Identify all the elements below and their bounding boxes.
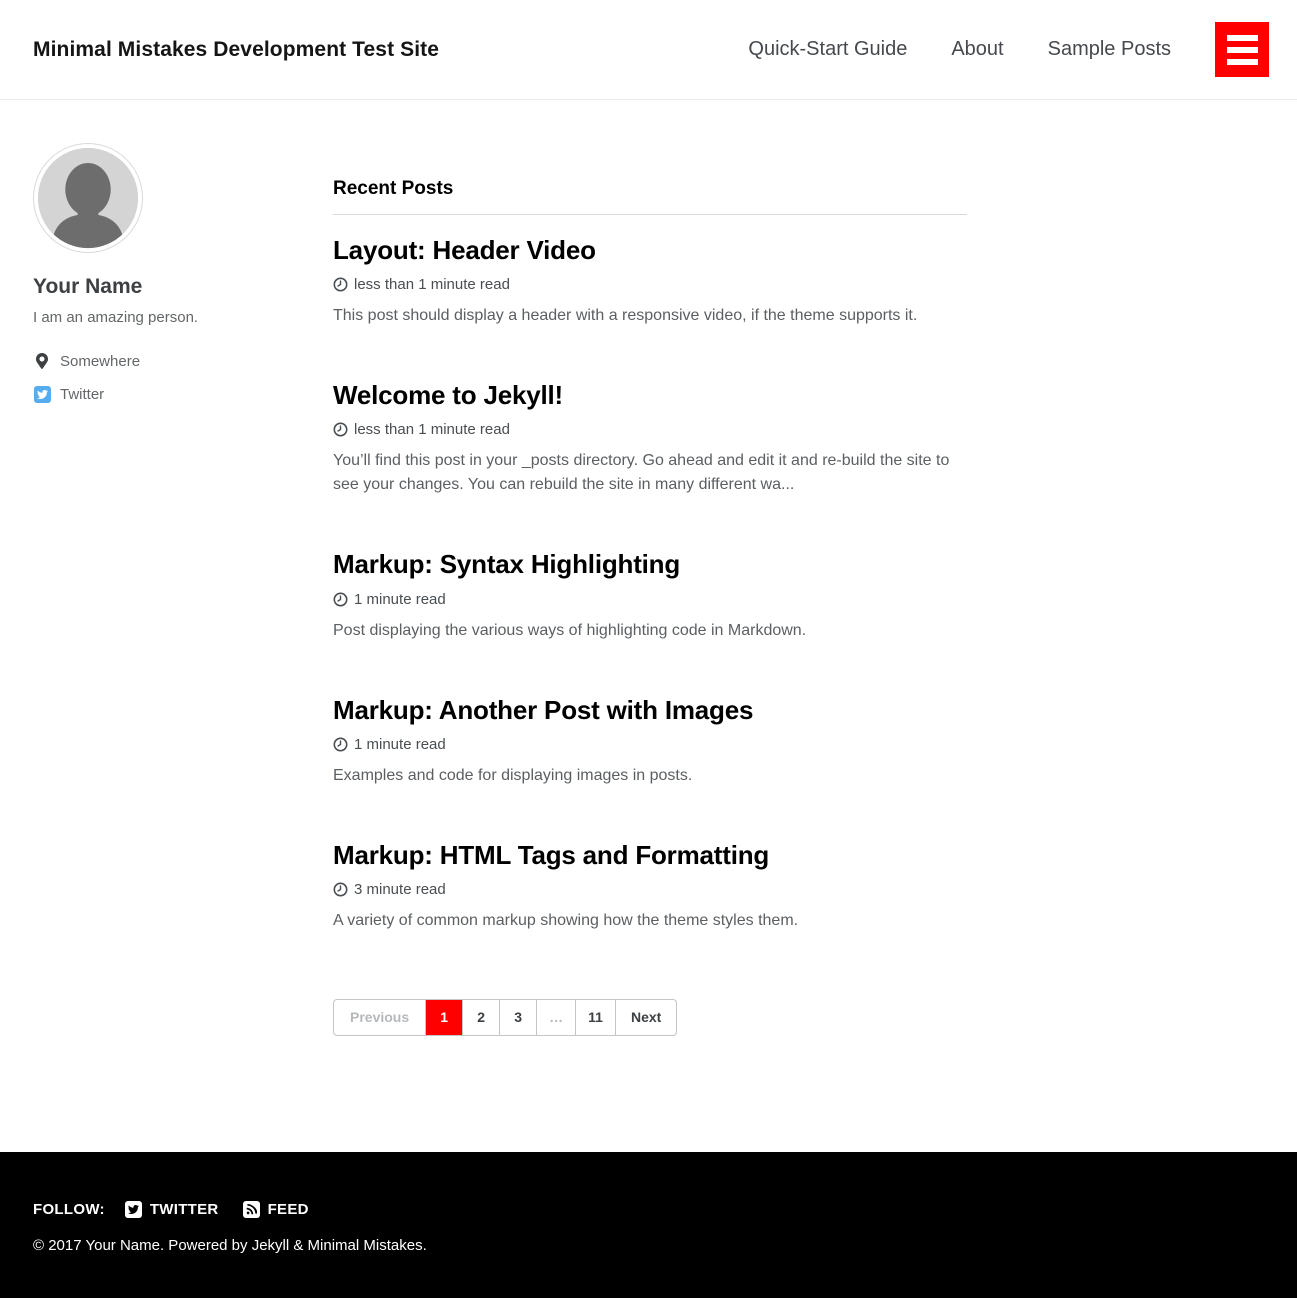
post-item [333,549,967,642]
person-silhouette-icon [36,146,140,250]
author-bio: I am an amazing person. [33,309,199,326]
post-excerpt: Examples and code for displaying images in posts. [333,766,693,784]
site-title[interactable]: Minimal Mistakes Development Test Site [33,37,440,61]
location-pin-icon [33,352,51,370]
twitter-icon [33,385,51,403]
hamburger-icon [1227,47,1258,53]
nav-about[interactable]: About [951,38,1004,60]
post-title-link[interactable]: Welcome to Jekyll! [333,380,564,411]
clock-icon [333,737,348,752]
rss-square-icon [243,1201,260,1218]
nav-quick-start-guide[interactable]: Quick-Start Guide [748,38,908,60]
post-title-link[interactable]: Layout: Header Video [333,235,596,265]
read-time-label: 3 minute read [354,880,446,898]
follow-label: FOLLOW: [33,1201,105,1218]
author-twitter-label: Twitter [60,385,105,403]
post-item [333,695,967,788]
post-title-link[interactable]: Markup: Another Post with Images [333,694,754,725]
hamburger-menu-button[interactable] [1215,22,1269,77]
pagination [333,999,677,1036]
author-location-label: Somewhere [60,352,141,370]
post-read-time [333,736,967,753]
clock-icon [333,882,348,897]
read-time-label: 1 minute read [354,590,446,608]
post-item [333,840,967,933]
clock-icon [333,592,348,607]
post-item [333,380,967,497]
primary-nav [748,38,1215,61]
post-read-time [333,421,967,438]
footer-twitter-label: TWITTER [149,1201,219,1218]
post-title-link[interactable]: Markup: HTML Tags and Formatting [333,839,770,870]
recent-posts-heading: Recent Posts [333,178,967,215]
post-excerpt: Post displaying the various ways of highlighting code in Markdown. [333,621,807,639]
post-title-link[interactable]: Markup: Syntax Highlighting [333,549,681,580]
pagination-page-11[interactable]: 11 [575,1000,615,1035]
post-excerpt: A variety of common markup showing how the theme styles them. [333,911,799,929]
copyright [33,1237,1264,1254]
post-read-time [333,881,967,898]
footer-feed-link[interactable] [243,1201,309,1218]
hamburger-icon [1227,35,1258,41]
post-excerpt: You’ll find this post in your _posts directory. Go ahead and edit it and re-build the site to see your changes. You can rebuild the site in many different wa... [333,452,950,494]
pagination-ellipsis: … [536,1000,575,1035]
post-item [333,235,967,328]
author-sidebar [33,143,333,418]
pagination-page-1-current[interactable]: 1 [425,1000,462,1035]
read-time-label: less than 1 minute read [354,276,510,294]
footer [0,1152,1297,1298]
pagination-next[interactable]: Next [615,1000,676,1035]
clock-icon [333,422,348,437]
read-time-label: 1 minute read [354,735,446,753]
follow-row [33,1201,1264,1218]
author-twitter-link[interactable] [33,385,333,403]
copyright-separator: & [289,1237,308,1254]
read-time-label: less than 1 minute read [354,421,510,439]
pagination-previous: Previous [350,1009,410,1026]
pagination-page-3[interactable]: 3 [499,1000,536,1035]
nav-sample-posts[interactable]: Sample Posts [1047,38,1171,60]
masthead [0,0,1297,100]
author-name: Your Name [33,275,143,298]
pagination-page-2[interactable]: 2 [462,1000,499,1035]
minimal-mistakes-link[interactable]: Minimal Mistakes [307,1237,423,1254]
post-read-time [333,276,967,293]
main-content [333,143,967,1096]
twitter-square-icon [125,1201,142,1218]
avatar [33,143,143,253]
author-links [33,352,333,403]
footer-twitter-link[interactable] [125,1201,219,1218]
post-read-time [333,591,967,608]
author-location [33,352,333,370]
copyright-prefix: © 2017 Your Name. Powered by [33,1237,252,1254]
hamburger-icon [1227,59,1258,65]
post-excerpt: This post should display a header with a responsive video, if the theme supports it. [333,307,918,325]
clock-icon [333,277,348,292]
copyright-suffix: . [422,1237,427,1254]
footer-feed-label: FEED [267,1201,309,1218]
jekyll-link[interactable]: Jekyll [251,1237,290,1254]
content-wrap [0,100,1297,1096]
